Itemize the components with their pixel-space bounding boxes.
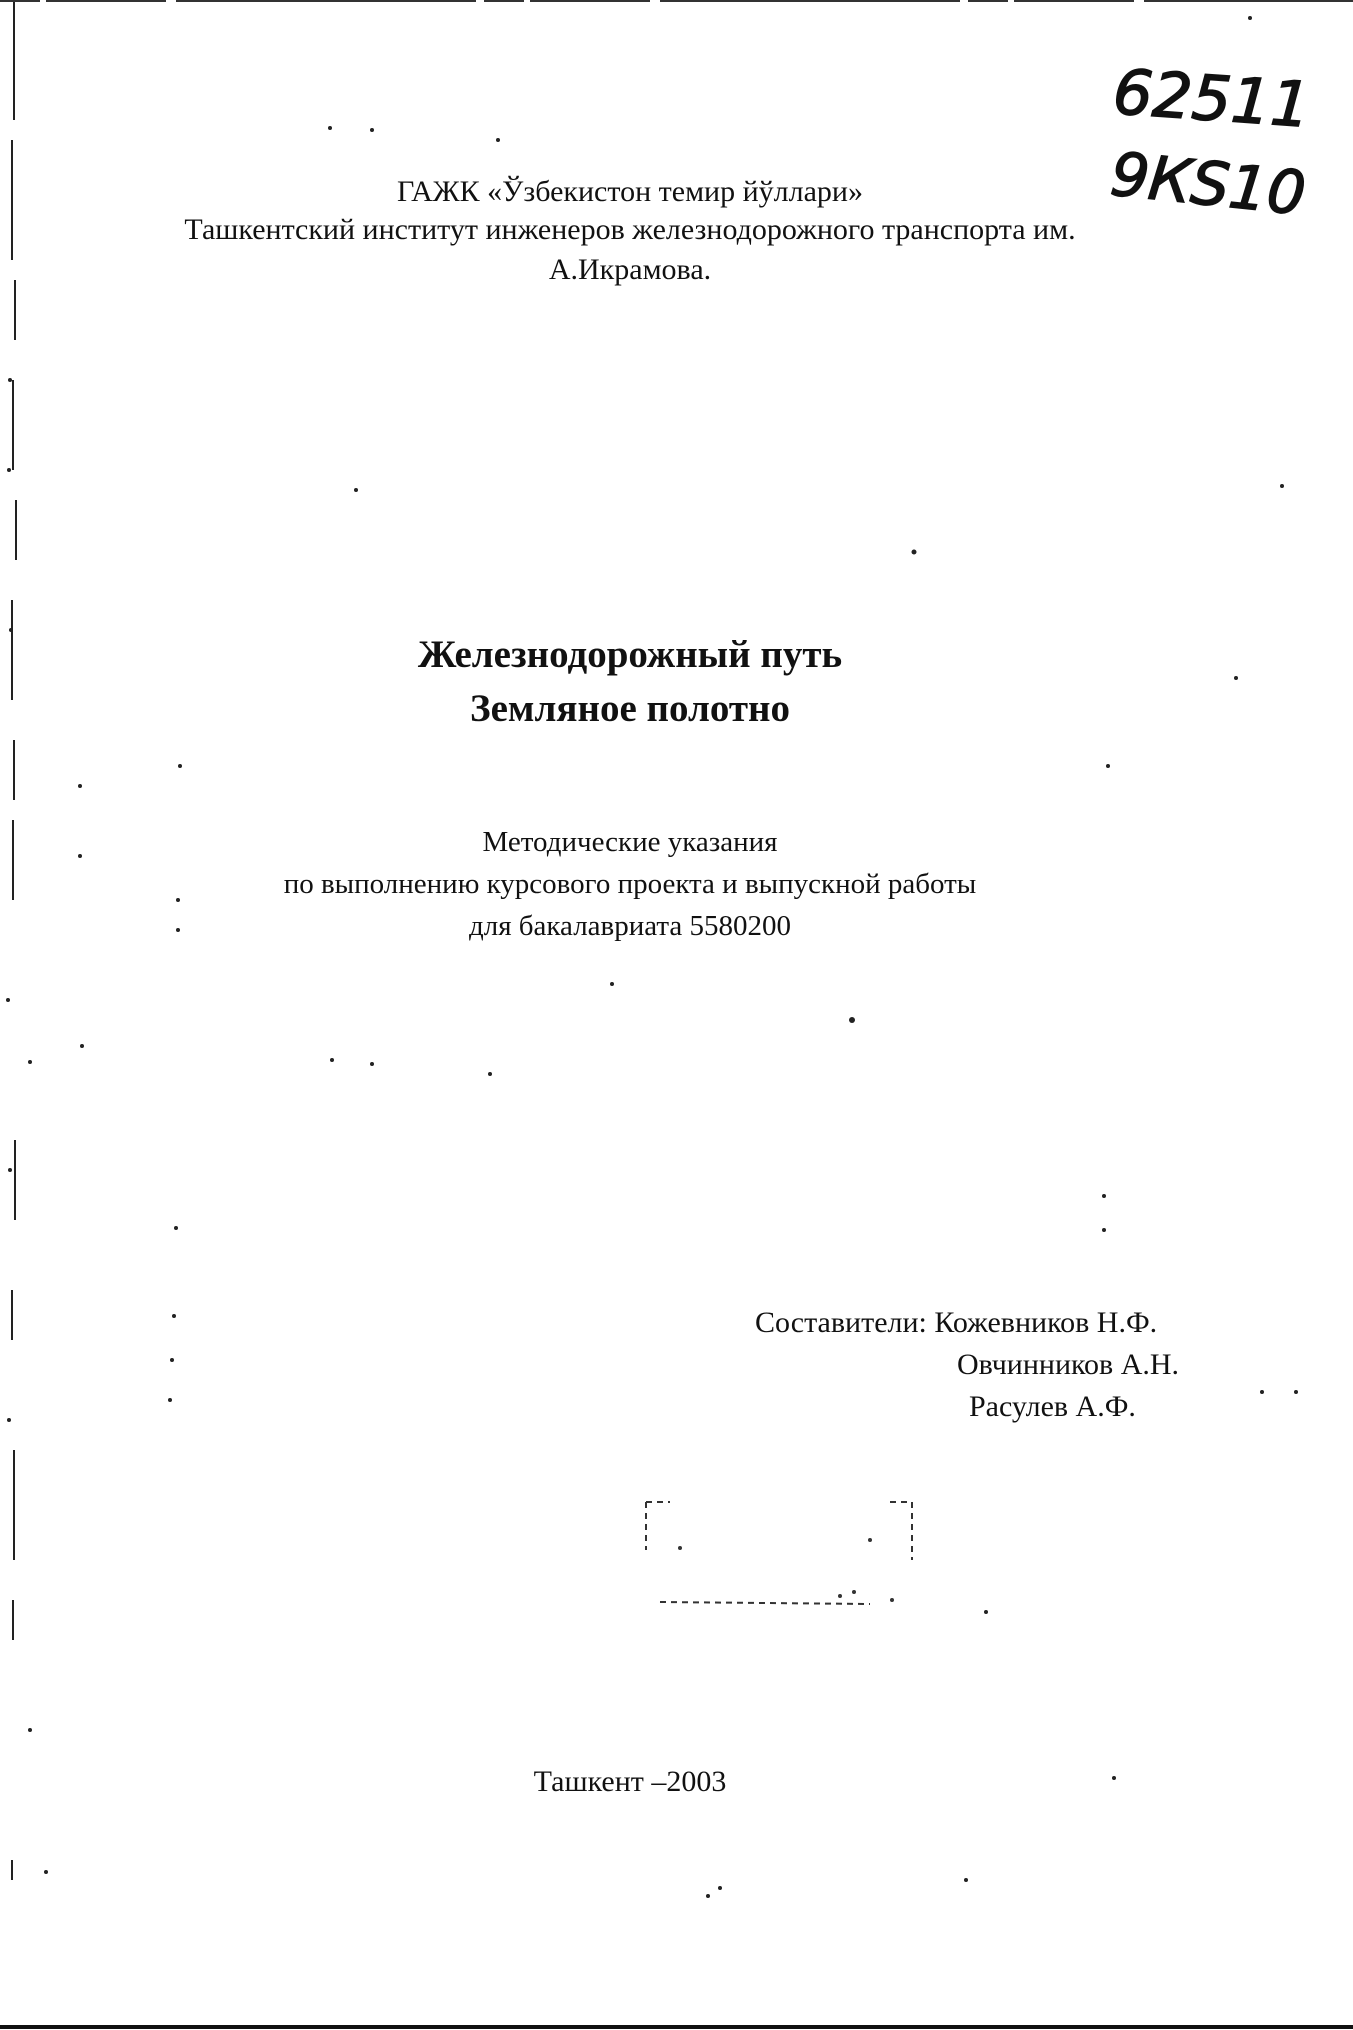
authors-label: Составители: [755, 1306, 927, 1339]
library-stamp [640, 1500, 940, 1620]
footer-city-year: Ташкент –2003 [533, 1765, 727, 1798]
authors-row-1 [755, 1302, 1235, 1344]
scan-bottom-edge [0, 2022, 1353, 2030]
handwritten-line-1: 62511 [1110, 55, 1313, 142]
author-name: Овчинников А.Н. [957, 1348, 1180, 1381]
document-title-line-1: Железнодорожный путь [417, 633, 843, 676]
subtitle-line-2: по выполнению курсового проекта и выпускной работы [283, 868, 977, 900]
handwritten-line-2: 9КS10 [1107, 139, 1309, 230]
scan-top-edge [0, 0, 1353, 8]
subtitle-line-3: для бакалавриата 5580200 [468, 910, 792, 942]
author-name: Кожевников Н.Ф. [934, 1306, 1158, 1339]
scan-left-edge [0, 0, 30, 2030]
author-name: Расулев А.Ф. [969, 1390, 1136, 1423]
header-institute-name: А.Икрамова. [548, 253, 712, 286]
subtitle-line-1: Методические указания [482, 826, 778, 858]
authors-block [755, 1302, 1235, 1428]
header-institute: Ташкентский институт инженеров железнодорожного транспорта им. [184, 213, 1076, 246]
document-title-line-2: Земляное полотно [470, 687, 790, 730]
header-organization: ГАЖК «Ўзбекистон темир йўллари» [397, 175, 863, 208]
